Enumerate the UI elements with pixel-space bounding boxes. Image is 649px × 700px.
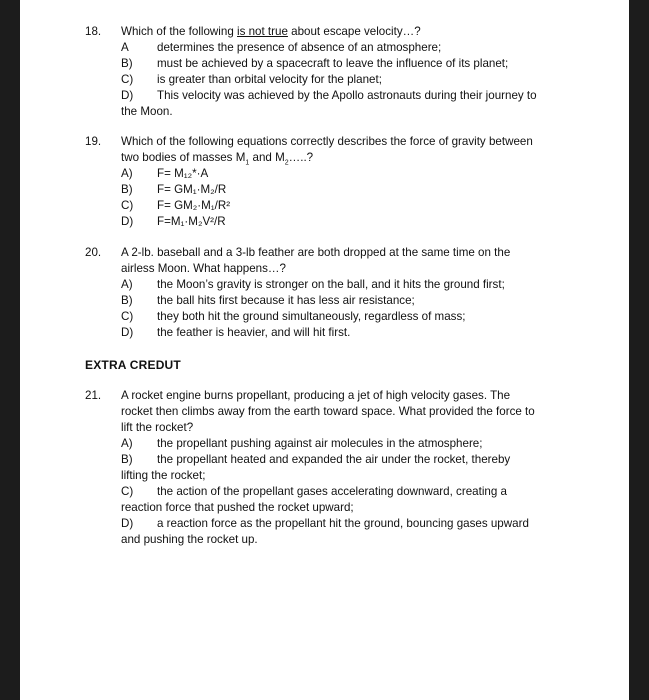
option-c-continuation: reaction force that pushed the rocket upward; [121, 501, 354, 514]
question-number: 20. [85, 246, 102, 259]
equation: F= GM₂·M₁/R² [157, 199, 231, 212]
document-page [20, 0, 629, 700]
option-b-continuation: lifting the rocket; [121, 469, 206, 482]
question-stem: Which of the following is not true about escape velocity…? [121, 25, 421, 38]
question-stem: Which of the following equations correctly describes the force of gravity between two bodies of masses $M_1$ and $M_2\dots$..? [121, 135, 533, 167]
option-d-continuation: and pushing the rocket up. [121, 533, 258, 546]
option-a: A) the Moon’s gravity is stronger on the ball, and it hits the ground first; [121, 278, 505, 291]
question-stem: A rocket engine burns propellant, producing a jet of high velocity gases. The rocket then climbs away from the earth toward space. What provided the force to lift the rocket? [121, 389, 535, 434]
question-number: 21. [85, 389, 102, 402]
option-b: B) the propellant heated and expanded the air under the rocket, thereby [121, 453, 511, 466]
equation: F=M₁·M₂V²/R [157, 215, 226, 228]
option-b: B) F= GM₁·M₂/R [121, 183, 227, 196]
option-b: B) the ball hits first because it has less air resistance; [121, 294, 415, 307]
option-a: A determines the presence of absence of an atmosphere; [121, 41, 442, 54]
option-d: D) This velocity was achieved by the Apollo astronauts during their journey to [121, 89, 537, 102]
option-d: D) the feather is heavier, and will hit first. [121, 326, 351, 339]
section-heading: EXTRA CREDUT [85, 358, 181, 372]
option-a: A) the propellant pushing against air molecules in the atmosphere; [121, 437, 483, 450]
question-number: 18. [85, 25, 102, 38]
equation: F= GM₁·M₂/R [157, 183, 227, 196]
option-c: C) is greater than orbital velocity for the planet; [121, 73, 382, 86]
option-d-continuation: the Moon. [121, 105, 173, 118]
equation: F= M₁₂*·A [157, 167, 209, 180]
option-a: A) F= M₁₂*·A [121, 167, 209, 180]
underlined-phrase: is not true [237, 25, 288, 38]
option-c: C) they both hit the ground simultaneously, regardless of mass; [121, 310, 466, 323]
option-d: D) a reaction force as the propellant hit the ground, bouncing gases upward [121, 517, 529, 530]
option-d: D) F=M₁·M₂V²/R [121, 215, 226, 228]
question-number: 19. [85, 135, 102, 148]
option-c: C) F= GM₂·M₁/R² [121, 199, 231, 212]
option-b: B) must be achieved by a spacecraft to leave the influence of its planet; [121, 57, 509, 70]
option-c: C) the action of the propellant gases accelerating downward, creating a [121, 485, 507, 498]
question-stem: A 2-lb. baseball and a 3-lb feather are both dropped at the same time on the airless Moon. What happens…? [121, 246, 511, 275]
